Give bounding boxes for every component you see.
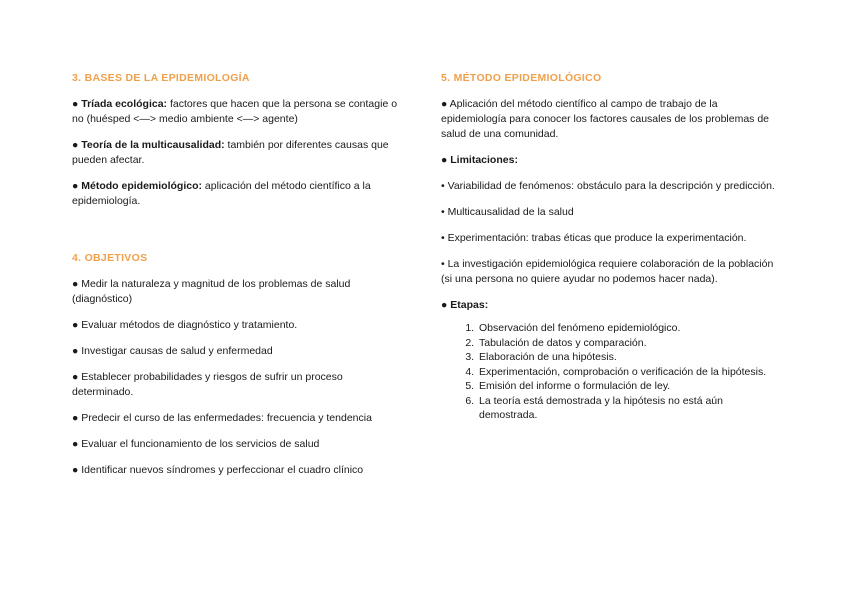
limitations-label: ● Limitaciones: [441, 154, 518, 166]
objective-item: ● Evaluar métodos de diagnóstico y tratamiento. [72, 319, 298, 331]
right-column [441, 70, 781, 423]
limitation-item: • Variabilidad de fenómenos: obstáculo para la descripción y predicción. [441, 180, 775, 192]
objective-item: ● Investigar causas de salud y enfermedad [72, 345, 273, 357]
section-5-intro: ● Aplicación del método científico al campo de trabajo de la epidemiología para conocer los factores causales de los problemas de salud de una comunidad. [441, 98, 770, 140]
left-column [72, 70, 402, 478]
section-4-heading: 4. OBJETIVOS [72, 252, 148, 264]
objective-item: ● Medir la naturaleza y magnitud de los problemas de salud (diagnóstico) [72, 278, 351, 305]
objective-item: ● Identificar nuevos síndromes y perfeccionar el cuadro clínico [72, 464, 364, 476]
item-term: Tríada ecológica: [81, 98, 168, 110]
limitation-item: • Multicausalidad de la salud [441, 206, 574, 218]
stages-label: ● Etapas: [441, 299, 489, 311]
section-3-item: ● Tríada ecológica: factores que hacen que la persona se contagie o no (huésped <—> medio ambiente <—> agente) [72, 98, 398, 125]
stage-item: 2. Tabulación de datos y comparación. [477, 336, 781, 351]
limitation-item: • Experimentación: trabas éticas que produce la experimentación. [441, 232, 747, 244]
section-3-item: ● Método epidemiológico: aplicación del método científico a la epidemiología. [72, 180, 371, 207]
stage-item: 5. Emisión del informe o formulación de ley. [477, 379, 781, 394]
objective-item: ● Predecir el curso de las enfermedades: frecuencia y tendencia [72, 412, 372, 424]
limitation-item: • La investigación epidemiológica requiere colaboración de la población (si una persona no quiere ayudar no podemos hacer nada). [441, 258, 774, 285]
stage-item: 1. Observación del fenómeno epidemiológico. [477, 321, 781, 336]
objective-item: ● Establecer probabilidades y riesgos de sufrir un proceso determinado. [72, 371, 343, 398]
item-term: Teoría de la multicausalidad: [81, 139, 225, 151]
stage-item: 6. La teoría está demostrada y la hipótesis no está aún demostrada. [477, 394, 781, 423]
stage-item: 4. Experimentación, comprobación o verificación de la hipótesis. [477, 365, 781, 380]
item-term: Método epidemiológico: [81, 180, 203, 192]
section-5-heading: 5. MÉTODO EPIDEMIOLÓGICO [441, 72, 602, 84]
section-3-heading: 3. BASES DE LA EPIDEMIOLOGÍA [72, 72, 250, 84]
stage-item: 3. Elaboración de una hipótesis. [477, 350, 781, 365]
stages-list [441, 321, 781, 423]
section-3-item: ● Teoría de la multicausalidad: también por diferentes causas que pueden afectar. [72, 139, 389, 166]
objective-item: ● Evaluar el funcionamiento de los servicios de salud [72, 438, 320, 450]
